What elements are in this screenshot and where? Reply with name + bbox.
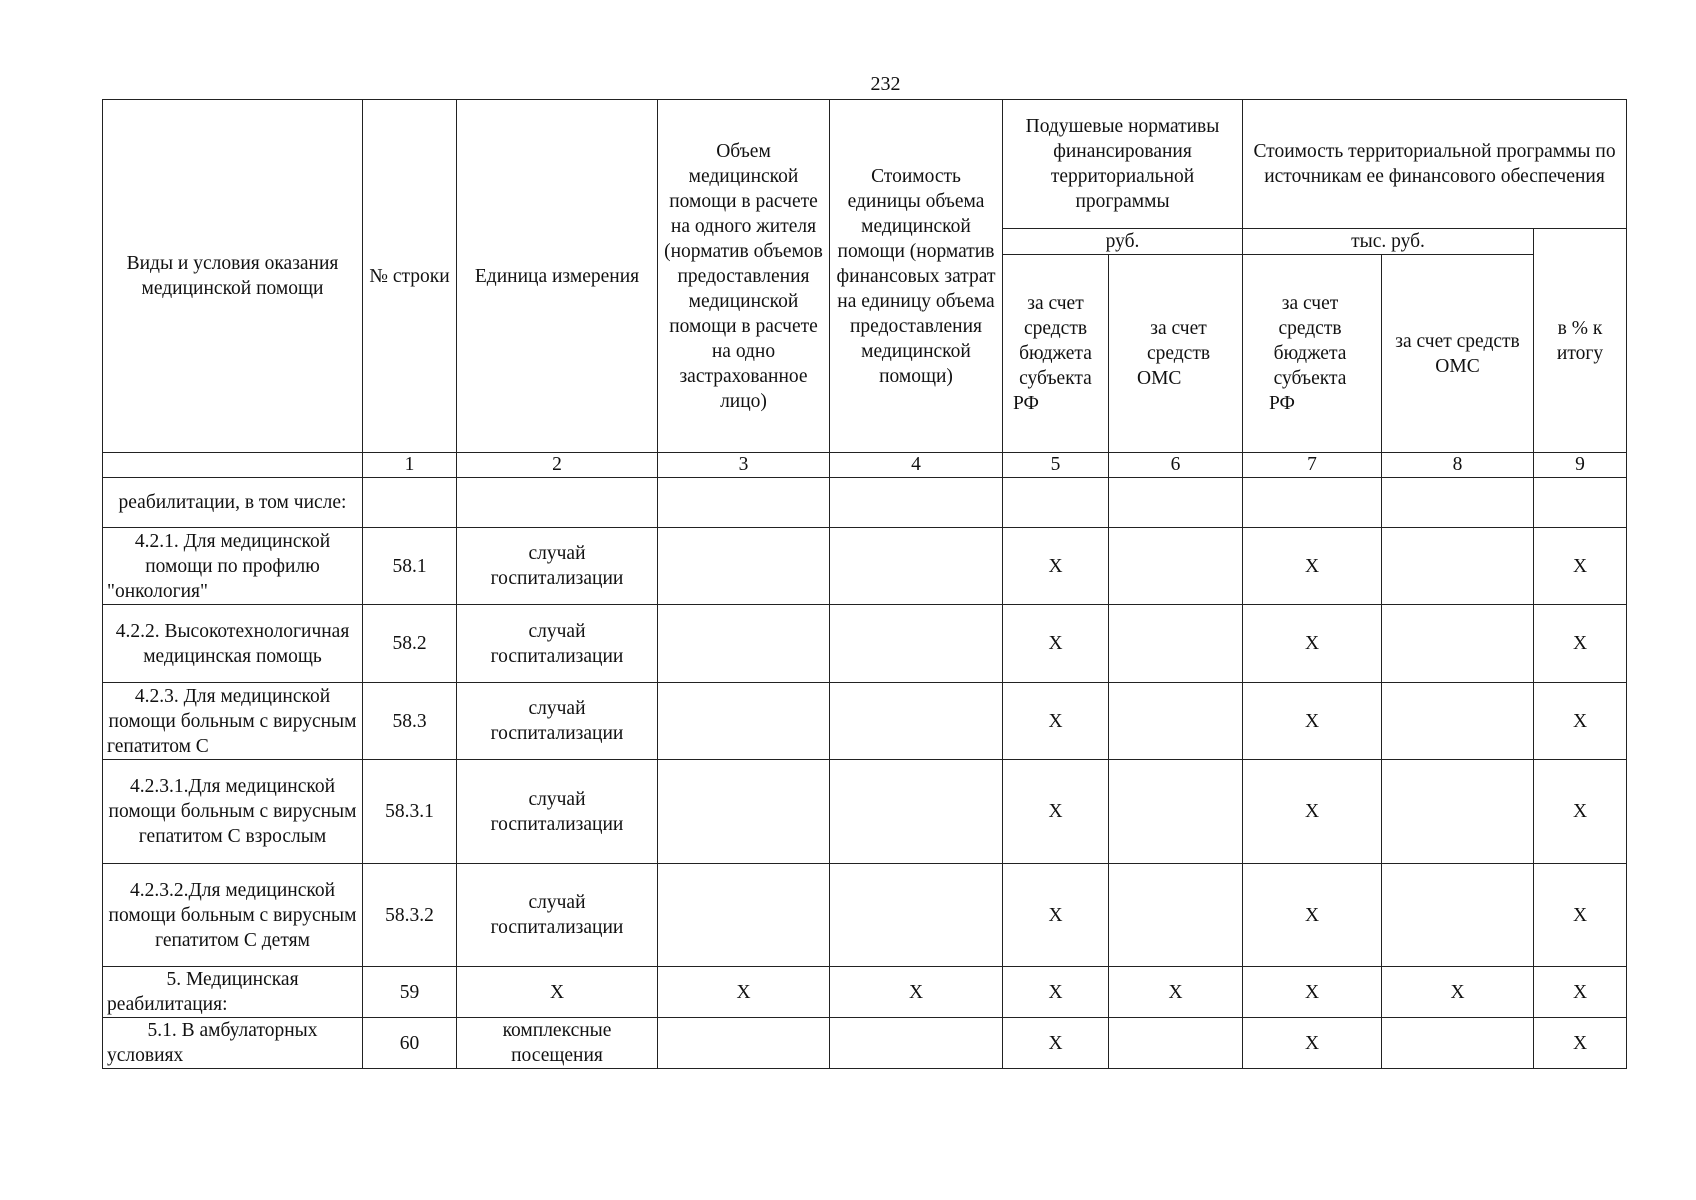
table-row [103,683,1627,760]
row-cell: X [1243,528,1382,605]
row-cell: X [1243,683,1382,760]
row-number: 58.1 [363,528,457,605]
row-cell: X [1243,1018,1382,1069]
row-number: 60 [363,1018,457,1069]
column-number: 3 [658,453,830,478]
row-cell [1382,528,1534,605]
row-cell [1109,478,1243,528]
header-unit-thousand-rub: тыс. руб. [1243,229,1534,255]
row-cell: X [1003,760,1109,864]
column-number: 9 [1534,453,1627,478]
row-cell [830,864,1003,967]
row-cell [830,683,1003,760]
row-cell [658,864,830,967]
row-cell: X [1003,1018,1109,1069]
column-number: 1 [363,453,457,478]
table-row [103,528,1627,605]
table-row [103,1018,1627,1069]
table-row [103,605,1627,683]
row-label: реабилитации, в том числе: [103,478,363,528]
row-cell [658,1018,830,1069]
table-row [103,478,1627,528]
row-cell [830,605,1003,683]
row-cell [1109,864,1243,967]
row-number: 58.2 [363,605,457,683]
row-cell: X [1382,967,1534,1018]
row-cell: X [1003,864,1109,967]
row-unit: комплексные посещения [457,1018,658,1069]
row-label: 5.1. В амбулаторных условиях [103,1018,363,1069]
row-cell [1109,605,1243,683]
row-cell [830,478,1003,528]
row-unit: случай госпитализации [457,760,658,864]
row-unit: X [457,967,658,1018]
row-cell [1109,1018,1243,1069]
row-cell [1382,760,1534,864]
header-budget-rf: за счет средств бюджета субъекта РФ [1003,255,1109,453]
row-cell [658,478,830,528]
row-cell [1243,478,1382,528]
row-cell [1109,528,1243,605]
column-number-row [103,453,1627,478]
row-unit [457,478,658,528]
row-cell [658,683,830,760]
row-number [363,478,457,528]
header-volume: Объем медицинской помощи в расчете на одного жителя (норматив объемов предоставления медицинской помощи в расчете на одно застрахованное лицо) [658,100,830,453]
column-number-blank [103,453,363,478]
row-number: 59 [363,967,457,1018]
financing-table [102,99,1627,1069]
column-number: 5 [1003,453,1109,478]
row-cell: X [1534,528,1627,605]
row-cell: X [1534,864,1627,967]
header-program-cost: Стоимость территориальной программы по источникам ее финансового обеспечения [1243,100,1627,229]
row-cell [830,760,1003,864]
column-number: 7 [1243,453,1382,478]
row-cell [1003,478,1109,528]
header-unit-rub: руб. [1003,229,1243,255]
row-cell [1382,864,1534,967]
row-cell [1382,478,1534,528]
row-cell: X [1003,605,1109,683]
row-cell: X [1534,967,1627,1018]
row-cell [658,528,830,605]
row-label: 4.2.3.1.Для медицинской помощи больным с вирусным гепатитом С взрослым [103,760,363,864]
row-unit: случай госпитализации [457,864,658,967]
row-cell [1109,683,1243,760]
row-cell: X [1109,967,1243,1018]
column-number: 4 [830,453,1003,478]
row-label: 4.2.3.2.Для медицинской помощи больным с вирусным гепатитом С детям [103,864,363,967]
row-cell: X [1003,967,1109,1018]
row-cell: X [1534,1018,1627,1069]
row-number: 58.3.2 [363,864,457,967]
table-row [103,864,1627,967]
row-cell: X [1243,605,1382,683]
row-cell [1382,1018,1534,1069]
page-number: 232 [870,73,901,95]
row-cell: X [1003,528,1109,605]
row-number: 58.3.1 [363,760,457,864]
row-number: 58.3 [363,683,457,760]
header-row-1 [103,100,1627,229]
row-unit: случай госпитализации [457,683,658,760]
row-cell [830,1018,1003,1069]
row-cell: X [658,967,830,1018]
column-number: 2 [457,453,658,478]
row-cell: X [1243,864,1382,967]
row-cell [658,605,830,683]
column-number: 6 [1109,453,1243,478]
row-cell: X [1003,683,1109,760]
row-cell: X [830,967,1003,1018]
header-budget-rf-2: за счет средств бюджета субъекта РФ [1243,255,1382,453]
header-oms: за счет средств ОМС [1109,255,1243,453]
row-cell [1382,605,1534,683]
row-cell [658,760,830,864]
row-cell: X [1534,760,1627,864]
row-cell [1382,683,1534,760]
row-cell: X [1534,605,1627,683]
column-number: 8 [1382,453,1534,478]
row-unit: случай госпитализации [457,528,658,605]
header-unit: Единица измерения [457,100,658,453]
row-cell: X [1243,760,1382,864]
row-label: 5. Медицинская реабилитация: [103,967,363,1018]
row-label: 4.2.3. Для медицинской помощи больным с вирусным гепатитом С [103,683,363,760]
table-row [103,967,1627,1018]
header-kind: Виды и условия оказания медицинской помощи [103,100,363,453]
header-cost-unit: Стоимость единицы объема медицинской помощи (норматив финансовых затрат на единицу объема предоставления медицинской помощи) [830,100,1003,453]
table-row [103,760,1627,864]
row-label: 4.2.1. Для медицинской помощи по профилю "онкология" [103,528,363,605]
row-label: 4.2.2. Высокотехнологичная медицинская помощь [103,605,363,683]
header-oms-2: за счет средств ОМС [1382,255,1534,453]
header-row-no: № строки [363,100,457,453]
row-cell: X [1534,683,1627,760]
row-cell [1109,760,1243,864]
row-cell [830,528,1003,605]
header-per-capita: Подушевые нормативы финансирования территориальной программы [1003,100,1243,229]
row-cell: X [1243,967,1382,1018]
row-cell [1534,478,1627,528]
row-unit: случай госпитализации [457,605,658,683]
header-percent: в % к итогу [1534,229,1627,453]
